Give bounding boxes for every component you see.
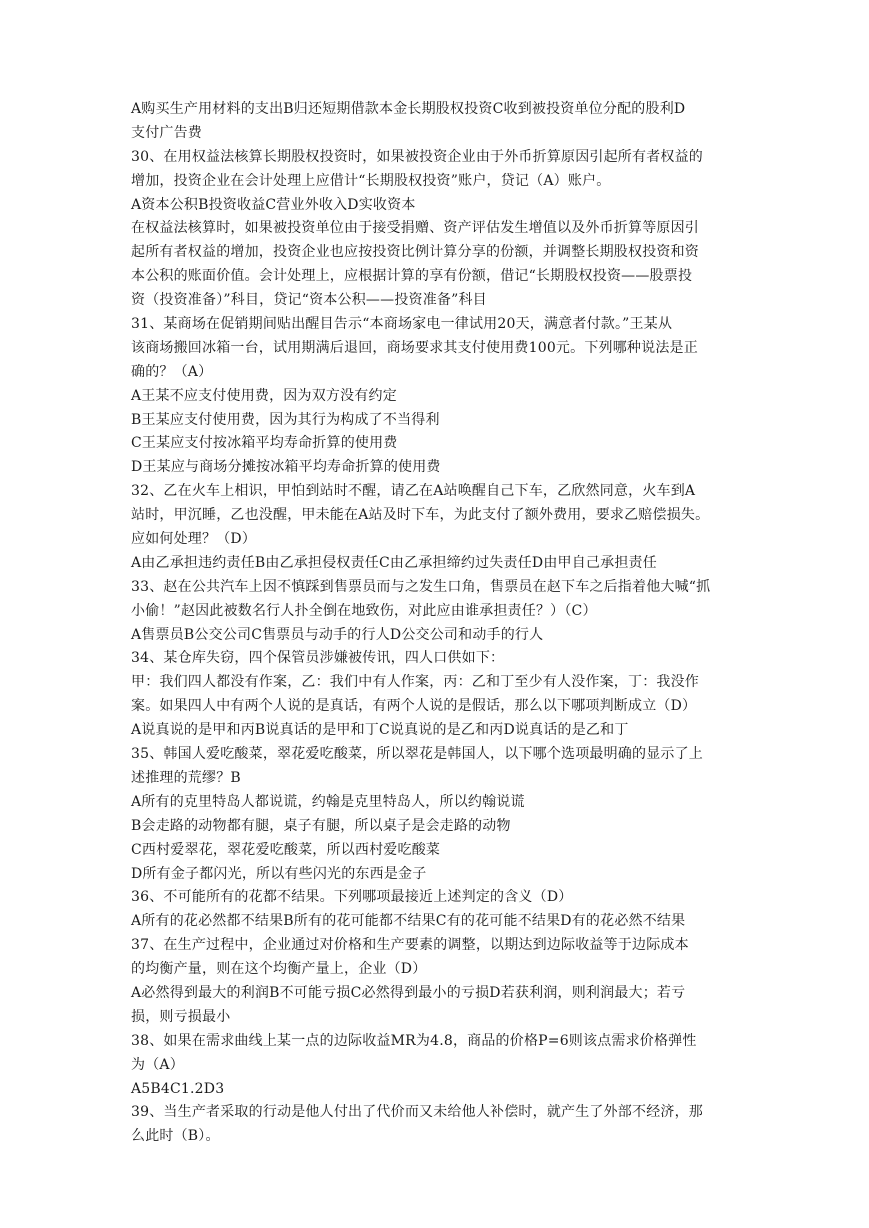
text-line: 损，则亏损最小 bbox=[131, 1008, 231, 1025]
text-line: 增加，投资企业在会计处理上应借计“长期股权投资”账户，贷记（A）账户。 bbox=[131, 172, 611, 189]
text-line: 36、不可能所有的花都不结果。下列哪项最接近上述判定的含义（D） bbox=[131, 889, 573, 906]
text-line: 在权益法核算时，如果被投资单位由于接受捐赠、资产评估发生增值以及外币折算等原因引 bbox=[131, 220, 699, 237]
text-line: 32、乙在火车上相识，甲怕到站时不醒，请乙在A站唤醒自己下车，乙欣然同意，火车到A bbox=[131, 483, 696, 500]
text-line: 30、在用权益法核算长期股权投资时，如果被投资企业由于外币折算原因引起所有者权益的 bbox=[131, 148, 704, 165]
text-line: 小偷！”赵因此被数名行人扑全倒在地致伤，对此应由谁承担责任？）（C） bbox=[131, 602, 597, 619]
text-line: A售票员B公交公司C售票员与动手的行人D公交公司和动手的行人 bbox=[131, 626, 544, 643]
text-line: A必然得到最大的利润B不可能亏损C必然得到最小的亏损D若获利润，则利润最大；若亏 bbox=[131, 984, 686, 1001]
text-line: D王某应与商场分摊按冰箱平均寿命折算的使用费 bbox=[131, 459, 441, 476]
text-line: 本公积的账面价值。会计处理上，应根据计算的享有份额，借记“长期股权投资——股票投 bbox=[131, 268, 693, 285]
text-line: 39、当生产者采取的行动是他人付出了代价而又未给他人补偿时，就产生了外部不经济，那 bbox=[131, 1104, 704, 1121]
text-line: 33、赵在公共汽车上因不慎踩到售票员而与之发生口角，售票员在赵下车之后指着他大喊“抓 bbox=[131, 578, 711, 595]
text-line: 案。如果四人中有两个人说的是真话，有两个人说的是假话，那么以下哪项判断成立（D） bbox=[131, 698, 697, 715]
text-line: B会走路的动物都有腿，桌子有腿，所以桌子是会走路的动物 bbox=[131, 817, 511, 834]
text-line: A5B4C1.2D3 bbox=[131, 1080, 225, 1097]
text-line: 31、某商场在促销期间贴出醒目告示“本商场家电一律试用20天，满意者付款。”王某从 bbox=[131, 316, 673, 333]
text-line: 该商场搬回冰箱一台，试用期满后退回，商场要求其支付使用费100元。下列哪种说法是正 bbox=[131, 339, 698, 356]
text-line: 的均衡产量，则在这个均衡产量上，企业（D） bbox=[131, 961, 427, 978]
text-line: A购买生产用材料的支出B归还短期借款本金长期股权投资C收到被投资单位分配的股利D bbox=[131, 101, 686, 117]
text-line: A所有的花必然都不结果B所有的花可能都不结果C有的花可能不结果D有的花必然不结果 bbox=[131, 913, 686, 930]
text-line: 34、某仓库失窃，四个保管员涉嫌被传讯，四人口供如下： bbox=[131, 650, 505, 667]
text-line: D所有金子都闪光，所以有些闪光的东西是金子 bbox=[131, 865, 427, 882]
document-page bbox=[131, 98, 741, 1149]
text-line: 确的？（A） bbox=[131, 363, 213, 380]
text-line: A由乙承担违约责任B由乙承担侵权责任C由乙承担缔约过失责任D由甲自己承担责任 bbox=[131, 554, 657, 571]
text-line: 37、在生产过程中，企业通过对价格和生产要素的调整，以期达到边际收益等于边际成本 bbox=[131, 937, 689, 954]
text-line: A资本公积B投资收益C营业外收入D实收资本 bbox=[131, 196, 416, 213]
text-line: A王某不应支付使用费，因为双方没有约定 bbox=[131, 387, 397, 404]
text-line: 述推理的荒缪？B bbox=[131, 769, 241, 786]
text-line: 应如何处理？（D） bbox=[131, 531, 257, 548]
text-line: C王某应支付按冰箱平均寿命折算的使用费 bbox=[131, 435, 398, 452]
text-line: A说真说的是甲和丙B说真话的是甲和丁C说真说的是乙和丙D说真话的是乙和丁 bbox=[131, 722, 629, 739]
text-line: B王某应支付使用费，因为其行为构成了不当得利 bbox=[131, 411, 440, 428]
text-line: 么此时（B）。 bbox=[131, 1128, 220, 1145]
text-line: 支付广告费 bbox=[131, 124, 202, 141]
text-line: 38、如果在需求曲线上某一点的边际收益MR为4.8，商品的价格P=6则该点需求价格弹性 bbox=[131, 1032, 697, 1049]
text-line: 资（投资准备）”科目，贷记“资本公积——投资准备”科目 bbox=[131, 292, 487, 309]
text-line: 为（A） bbox=[131, 1056, 184, 1073]
text-line: C西村爱翠花，翠花爱吃酸菜，所以西村爱吃酸菜 bbox=[131, 841, 441, 858]
text-line: A所有的克里特岛人都说谎，约翰是克里特岛人，所以约翰说谎 bbox=[131, 793, 525, 810]
text-line: 35、韩国人爱吃酸菜，翠花爱吃酸菜，所以翠花是韩国人，以下哪个选项最明确的显示了上 bbox=[131, 746, 704, 763]
text-line: 起所有者权益的增加，投资企业也应按投资比例计算分享的份额，并调整长期股权投资和资 bbox=[131, 244, 699, 261]
text-line: 站时，甲沉睡，乙也没醒，甲未能在A站及时下车，为此支付了额外费用，要求乙赔偿损失。 bbox=[131, 507, 710, 524]
text-line: 甲：我们四人都没有作案，乙：我们中有人作案，丙：乙和丁至少有人没作案，丁：我没作 bbox=[131, 674, 699, 691]
